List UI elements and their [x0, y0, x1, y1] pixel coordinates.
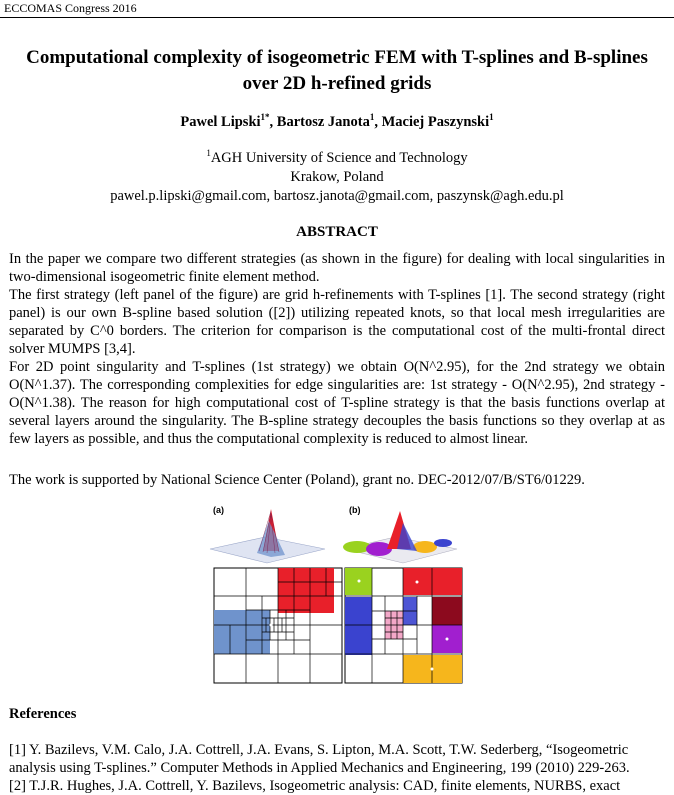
author-name: Bartosz Janota	[276, 114, 370, 130]
surface-plot-b	[343, 511, 457, 563]
affiliation-emails: pawel.p.lipski@gmail.com, bartosz.janota@gmail.com, paszynsk@agh.edu.pl	[110, 188, 564, 204]
header-rule	[0, 17, 674, 18]
fill-red	[278, 568, 334, 613]
fill-orange	[413, 541, 437, 553]
surface-plot-a	[210, 509, 325, 563]
abstract-heading: ABSTRACT	[296, 224, 378, 240]
figure-graphic	[205, 503, 467, 688]
affiliation	[0, 149, 674, 206]
abstract-paragraph: In the paper we compare two different strategies (as shown in the figure) for dealing with local singularities in two-dimensional isogeometric finite element method.	[9, 251, 665, 285]
references-heading: References	[9, 706, 77, 722]
title-line-1: Computational complexity of isogeometric FEM with T-splines and B-splines	[26, 47, 648, 68]
affiliation-city: Krakow, Poland	[290, 169, 384, 185]
fill-darkred	[432, 597, 462, 625]
figure-label-b: (b)	[349, 505, 361, 515]
fill-royal	[345, 597, 372, 655]
abstract-body	[9, 250, 665, 448]
author-list: Pawel Lipski$^{1*}$, Bartosz Janota$^1$, Maciej Paszynski$^1$	[180, 112, 494, 130]
reference-item: [2] T.J.R. Hughes, J.A. Cottrell, Y. Bazilevs, Isogeometric analysis: CAD, finite elements, NURBS, exact	[9, 778, 621, 794]
mesh-a	[214, 568, 342, 683]
author-name: Maciej Paszynski	[381, 114, 490, 130]
author-mark: 1	[489, 112, 494, 122]
affiliation-mark: 1	[206, 148, 211, 158]
reference-item: [1] Y. Bazilevs, V.M. Calo, J.A. Cottrell, J.A. Evans, S. Lipton, M.A. Scott, T.W. Sederberg, “Isogeometric analysis using T-splines.” Computer Methods in Applied Mechanics and Engineering, 199 (2010) 229-263.	[9, 742, 630, 776]
abstract-paragraph: For 2D point singularity and T-splines (1st strategy) we obtain O(N^2.95), for the 2nd strategy we obtain O(N^1.37). The corresponding complexities for edge singularities are: 1st strategy - O(N^2.95), 2nd strategy - O(N^1.38). The reason for high computational cost of T-spline strategy is that the basis functions overlap at several layers around the singularity. The B-spline strategy decouples the basis functions so they overlap at as few layers as possible, and thus the computational complexity is reduced to almost linear.	[9, 359, 665, 447]
paper-title	[0, 45, 674, 97]
affiliation-institution: AGH University of Science and Technology	[210, 150, 468, 166]
author-name: Pawel Lipski	[180, 114, 261, 130]
figure-label-a: (a)	[213, 505, 224, 515]
figure	[205, 503, 467, 688]
abstract-paragraph: The first strategy (left panel of the figure) are grid h-refinements with T-splines [1]. The second strategy (right panel) is our own B-spline based solution ([2]) utilizing repeated knots, so that local mesh irregularities are separated by C^0 borders. The criterion for comparison is the computational cost of the multi-frontal direct solver MUMPS [3,4].	[9, 287, 665, 357]
mesh-b	[345, 568, 462, 683]
conference-header: ECCOMAS Congress 2016	[4, 1, 137, 15]
author-mark: 1*	[260, 112, 270, 122]
author-mark: 1	[369, 112, 375, 122]
title-line-2: over 2D h-refined grids	[242, 73, 432, 94]
funding-note: The work is supported by National Science Center (Poland), grant no. DEC-2012/07/B/ST6/01229.	[9, 472, 585, 488]
